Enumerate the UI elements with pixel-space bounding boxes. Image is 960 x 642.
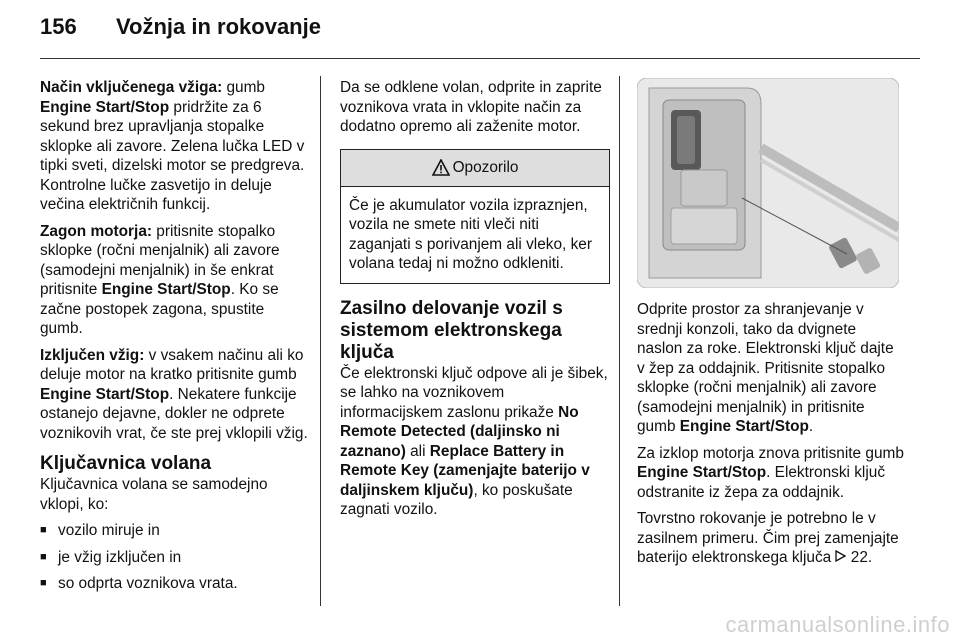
console-key-pocket-illustration	[637, 78, 899, 288]
paragraph-ignition-mode: Način vključenega vžiga: gumb Engine Start/Stop pridržite za 6 sekund brez upravljanja stopalke sklopke ali zavore. Zelena lučka LED v tipki sveti, dizelski motor se predgreva. Kontrolne lučke zasvetijo in deluje večina električnih funkcij.	[40, 79, 305, 213]
column-divider-2	[619, 76, 620, 606]
warning-title: Opozorilo	[452, 158, 519, 176]
column-left	[40, 78, 308, 601]
column-middle	[340, 78, 610, 527]
section-heading-steering-lock: Ključavnica volana	[40, 453, 212, 474]
paragraph-engine-off: Za izklop motorja znova pritisnite gumb Engine Start/Stop. Elektronski ključ odstranite iz žepa za oddajnik.	[637, 444, 904, 501]
warning-box	[340, 149, 610, 284]
paragraph-steering-intro: Ključavnica volana se samodejno vklopi, ko:	[40, 476, 268, 513]
list-item: ■ je vžig izključen in	[40, 548, 308, 568]
bullet-list	[40, 521, 308, 594]
list-item: ■ so odprta voznikova vrata.	[40, 574, 308, 594]
list-item: ■ vozilo miruje in	[40, 521, 308, 541]
column-right	[637, 300, 905, 575]
column-divider-1	[320, 76, 321, 606]
header-rule	[40, 58, 920, 59]
warning-text: Če je akumulator vozila izpraznjen, vozila ne smete niti vleči niti zaganjati s porivanjem ali vleko, ker volana tedaj ni možno odkleniti.	[349, 196, 592, 272]
paragraph-emergency-note: Tovrstno rokovanje je potrebno le v zasilnem primeru. Čim prej zamenjajte baterijo elektronskega ključa 22.	[637, 510, 899, 566]
page-header	[40, 14, 321, 40]
paragraph-engine-start: Zagon motorja: pritisnite stopalko sklopke (ročni menjalnik) ali zavore (samodejni menjalnik) in še enkrat pritisnite Engine Start/Stop. Ko se začne postopek zagona, spustite gumb.	[40, 222, 280, 337]
paragraph-emergency: Če elektronski ključ odpove ali je šibek, se lahko na voznikovem informacijskem zaslonu prikaže No Remote Detected (daljinsko ni zaznano) ali Replace Battery in Remote Key (zamenjajte baterijo v daljinskem ključu), ko poskušate zagnati vozilo.	[340, 364, 608, 518]
watermark: carmanualsonline.info	[725, 612, 950, 637]
page-number: 156	[40, 14, 77, 39]
warning-header	[341, 150, 609, 187]
page-reference-arrow-icon	[835, 550, 846, 562]
warning-triangle-icon	[432, 159, 450, 176]
page-reference-link[interactable]: 22	[850, 549, 868, 566]
paragraph-open-storage: Odprite prostor za shranjevanje v srednji konzoli, tako da dvignete naslon za roke. Elektronski ključ dajte v žep za oddajnik. Pritisnite stopalko sklopke (ročni menjalnik) ali zavore (samodejni menjalnik) in pritisnite gumb Engine Start/Stop.	[637, 301, 894, 435]
paragraph-ignition-off: Izključen vžig: v vsakem načinu ali ko deluje motor na kratko pritisnite gumb Engine Start/Stop. Nekatere funkcije ostanejo dejavne, dokler ne odprete voznikovih vrat, če ste prej vklopili vžig.	[40, 346, 308, 442]
paragraph-unlock-steering: Da se odklene volan, odprite in zaprite voznikova vrata in vklopite način za dodatno opremo ali zaženite motor.	[340, 79, 602, 135]
page-title: Vožnja in rokovanje	[116, 14, 321, 39]
section-heading-emergency: Zasilno delovanje vozil s sistemom elektronskega ključa	[340, 297, 563, 363]
